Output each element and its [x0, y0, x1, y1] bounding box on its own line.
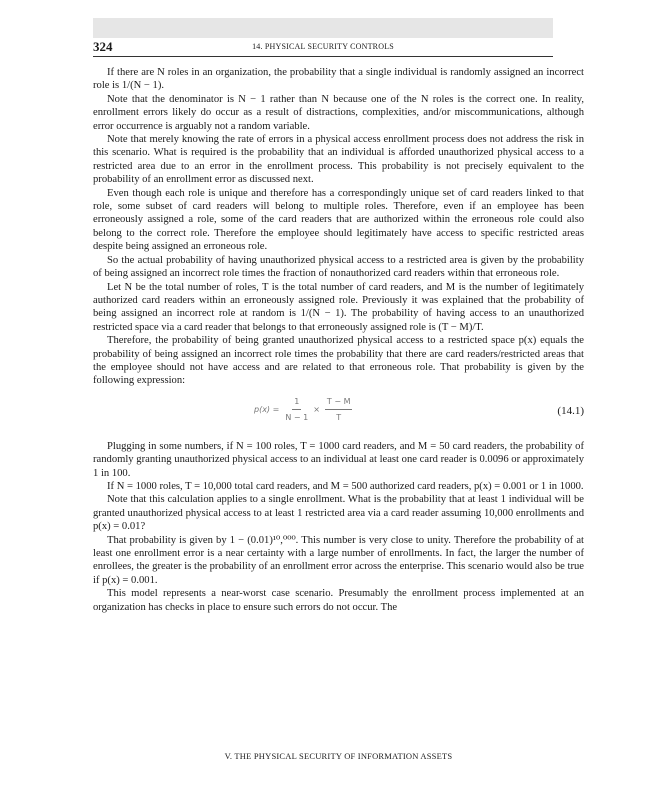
top-band — [93, 18, 553, 38]
body-text — [93, 66, 584, 614]
paragraph: Let N be the total number of roles, T is the total number of card readers, and M is the number of legitimately authorized card readers within an erroneously assigned role. Previously it was explained that the probability of being assigned an incorrect role at random is 1/(N − 1). The probability of having access to an unauthorized restricted space via a card reader that belongs to that erroneously assigned role is (T − M)/T. — [93, 281, 584, 333]
paragraph: So the actual probability of having unauthorized physical access to a restricted area is given by the probability of being assigned an incorrect role times the fraction of nonauthorized card readers within that erroneous role. — [93, 254, 584, 280]
paragraph: Plugging in some numbers, if N = 100 roles, T = 1000 card readers, and M = 50 card readers, the probability of randomly granting unauthorized physical access to an individual at least one card reader is 0.0096 or approximately 1 in 100. — [93, 440, 584, 479]
paragraph: If there are N roles in an organization, the probability that a single individual is randomly assigned an incorrect role is 1/(N − 1). — [93, 67, 584, 92]
fraction-2-numerator: T − M — [325, 395, 353, 410]
paragraph: Even though each role is unique and therefore has a correspondingly unique set of card readers linked to that role, some subset of card readers will belong to multiple roles. Therefore, even if an employee has been erroneously assigned a role, some of the card readers that are authorized within the erroneous role could also belong to the correct role. Therefore the employee should legitimately have access to specific restricted areas despite being assigned an erroneous role. — [93, 187, 584, 253]
fraction-1-numerator: 1 — [292, 395, 301, 410]
page-header — [93, 38, 553, 57]
page-number: 324 — [93, 39, 113, 54]
fraction-1-denominator: N − 1 — [285, 413, 309, 423]
equation-image — [254, 395, 355, 425]
equation-number: (14.1) — [557, 404, 584, 417]
equation-lhs: p(x) = — [254, 404, 280, 414]
equation-14-1 — [93, 393, 584, 433]
paragraph: That probability is given by 1 − (0.01)¹⁰,⁰⁰⁰. This number is very close to unity. Therefore the probability of at least one enrollment error is a near certainty with a large number of enrollments. In fact, the larger the number of enrollees, the greater is the probability of an enrollment error across the enterprise. This scenario would also be true if p(x) = 0.001. — [93, 534, 584, 586]
page-footer: V. THE PHYSICAL SECURITY OF INFORMATION ASSETS — [224, 751, 453, 761]
times-symbol: × — [313, 404, 320, 414]
paragraph: Therefore, the probability of being granted unauthorized physical access to a restricted space p(x) equals the probability of being assigned an incorrect role times the probability that there are card readers/restricted areas that the employee should not have access and are related to that erroneous role. That probability is given by the following expression: — [93, 335, 584, 387]
fraction-2 — [325, 395, 353, 425]
paragraph: If N = 1000 roles, T = 10,000 total card readers, and M = 500 authorized card readers, p(x) = 0.001 or 1 in 1000. — [107, 480, 584, 492]
fraction-2-denominator: T — [336, 413, 342, 423]
paragraph: Note that the denominator is N − 1 rather than N because one of the N roles is the correct one. In reality, enrollment errors likely do occur as a result of distractions, complexities, and/or miscommunications, although error occurrence is arguably not a random variable. — [93, 93, 584, 132]
paragraph: Note that this calculation applies to a single enrollment. What is the probability that at least 1 individual will be granted unauthorized physical access to at least 1 restricted area via a card reader assuming 10,000 enrollments and p(x) = 0.01? — [93, 494, 584, 533]
running-head: 14. PHYSICAL SECURITY CONTROLS — [252, 42, 394, 51]
paragraph: Note that merely knowing the rate of errors in a physical access enrollment process does not address the risk in this scenario. What is required is the probability that an individual is afforded unauthorized physical access to a restricted area due to an error in the enrollment process. This probability is not precisely equivalent to the probability of an enrollment error as discussed next. — [93, 134, 584, 186]
paragraph: This model represents a near-worst case scenario. Presumably the enrollment process implemented at an organization has checks in place to ensure such errors do not occur. The — [93, 588, 584, 613]
fraction-1 — [285, 395, 308, 425]
